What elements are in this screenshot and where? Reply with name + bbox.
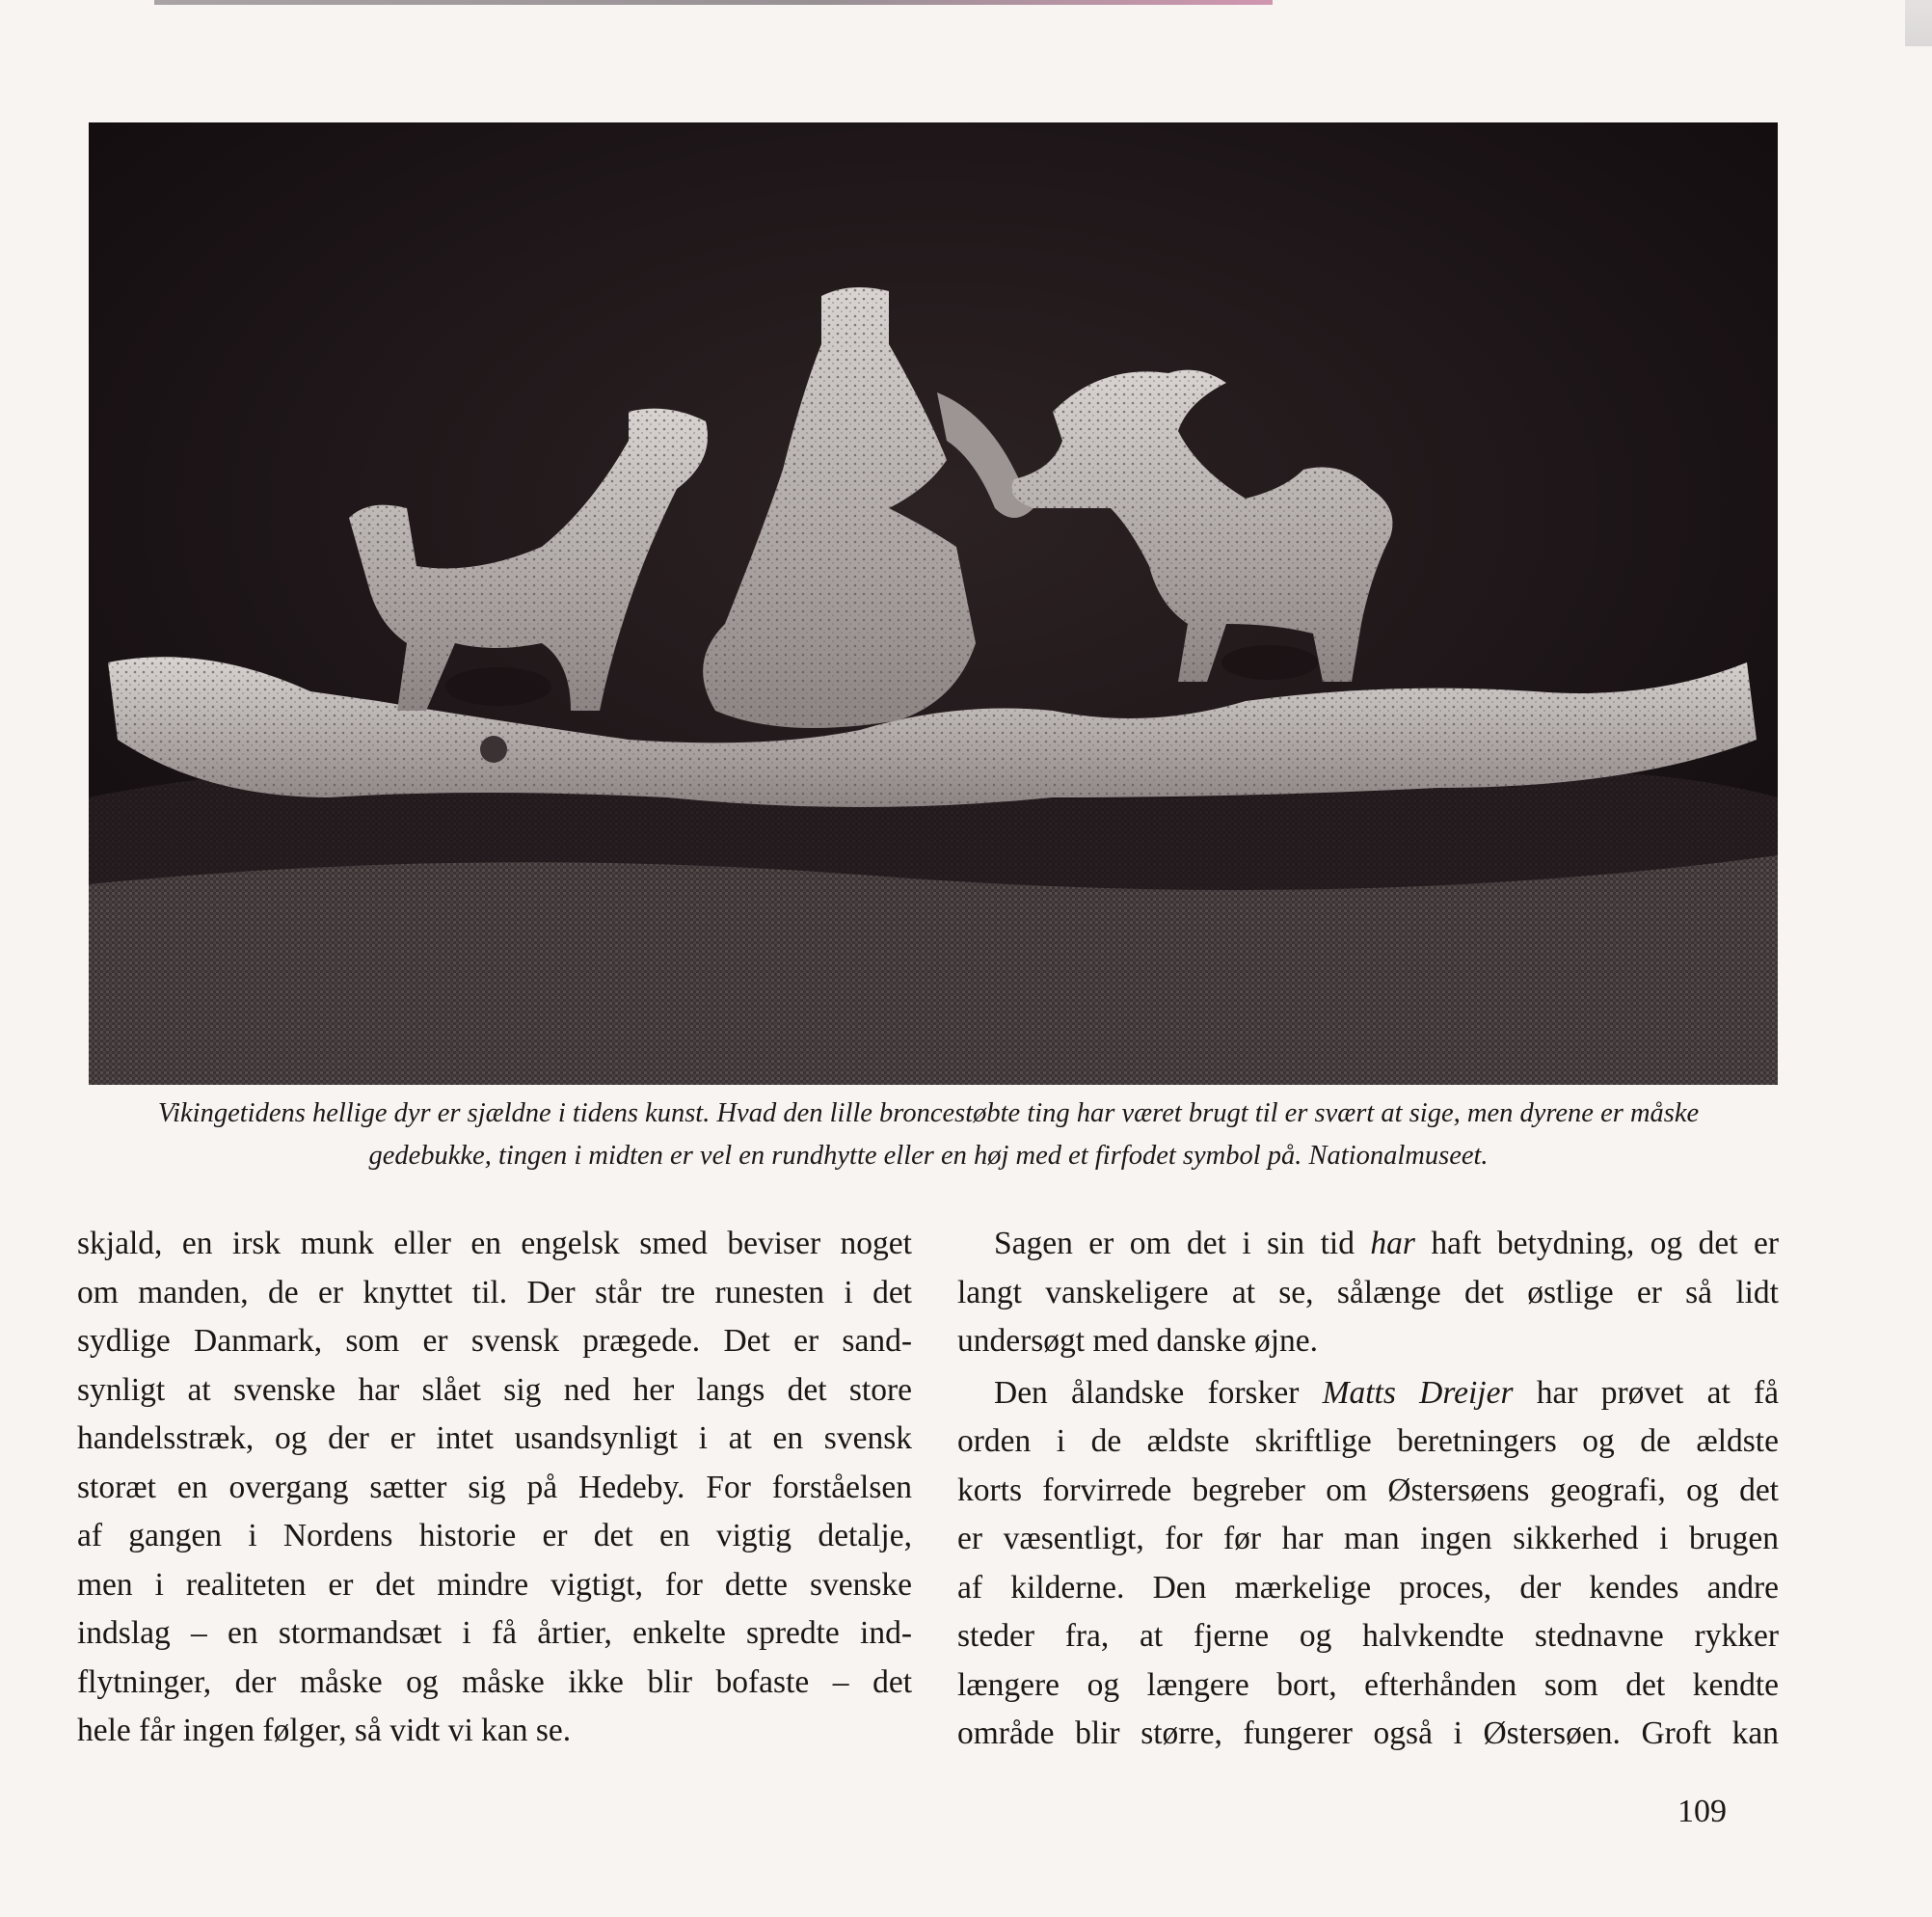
text-line: hele får ingen følger, så vidt vi kan se. xyxy=(77,1713,572,1748)
photo-illustration xyxy=(89,122,1778,1085)
text-line: handelsstræk, og der er intet usandsynligt i at en svensk xyxy=(77,1420,912,1456)
top-edge-strip xyxy=(154,0,1273,5)
text-line: steder fra, at fjerne og halvkendte stednavne rykker xyxy=(957,1618,1779,1654)
text-line: storæt en overgang sætter sig på Hedeby. For forståelsen xyxy=(77,1469,912,1505)
right-paragraph-2 xyxy=(957,1369,1779,1759)
text-line: men i realiteten er det mindre vigtigt, for dette svenske xyxy=(77,1566,912,1603)
left-paragraph xyxy=(77,1220,912,1756)
text-line: flytninger, der måske og måske ikke blir bofaste – det xyxy=(77,1663,912,1700)
text-line: indslag – en stormandsæt i få årtier, enkelte spredte ind- xyxy=(77,1615,912,1651)
text-line: længere og længere bort, efterhånden som det kendte xyxy=(957,1666,1779,1703)
text-line xyxy=(957,1369,1779,1418)
text-line: skjald, en irsk munk eller en engelsk smed beviser noget xyxy=(77,1226,912,1261)
text-line: om manden, de er knyttet til. Der står tre runesten i det xyxy=(77,1274,912,1310)
figure-photograph-bronze-animals xyxy=(89,122,1778,1085)
right-text-column xyxy=(957,1220,1779,1759)
text-line: langt vanskeligere at se, sålænge det østlige er så lidt xyxy=(957,1274,1779,1310)
text-line: orden i de ældste skriftlige beretningers og de ældste xyxy=(957,1423,1779,1459)
emphasis-author-name: Matts Dreijer xyxy=(1322,1374,1514,1411)
caption-line-2: gedebukke, tingen i midten er vel en rundhytte eller en høj med et firfodet symbol på. Nationalmuseet. xyxy=(368,1141,1489,1171)
text-line: korts forvirrede begreber om Østersøens geografi, og det xyxy=(957,1472,1779,1508)
text-fragment: Den ålandske forsker xyxy=(994,1374,1323,1411)
caption-line-1: Vikingetidens hellige dyr er sjældne i tidens kunst. Hvad den lille broncestøbte ting har været brugt til er svært at sige, men dyrene er måske xyxy=(157,1098,1700,1128)
text-line: synligt at svenske har slået sig ned her langs det store xyxy=(77,1371,912,1408)
text-line: område blir større, fungerer også i Østersøen. Groft kan xyxy=(957,1715,1779,1751)
text-fragment: Sagen er om det i sin tid xyxy=(994,1226,1371,1261)
text-line: er væsentligt, for før har man ingen sikkerhed i brugen xyxy=(957,1521,1779,1556)
emphasis-text: har xyxy=(1370,1226,1415,1261)
text-fragment: har prøvet at få xyxy=(1513,1374,1780,1411)
text-fragment: haft betydning, og det er xyxy=(1414,1226,1779,1261)
page-corner-mark xyxy=(1905,0,1932,46)
text-line xyxy=(957,1220,1779,1269)
text-line: af kilderne. Den mærkelige proces, der kendes andre xyxy=(957,1569,1779,1606)
right-paragraph-1 xyxy=(957,1220,1779,1366)
text-line: sydlige Danmark, som er svensk prægede. Det er sand- xyxy=(77,1323,912,1359)
left-text-column xyxy=(77,1220,912,1756)
text-line: undersøgt med danske øjne. xyxy=(957,1323,1318,1359)
page-number: 109 xyxy=(1677,1794,1727,1829)
figure-caption xyxy=(75,1093,1782,1177)
text-line: af gangen i Nordens historie er det en vigtig detalje, xyxy=(77,1518,912,1553)
